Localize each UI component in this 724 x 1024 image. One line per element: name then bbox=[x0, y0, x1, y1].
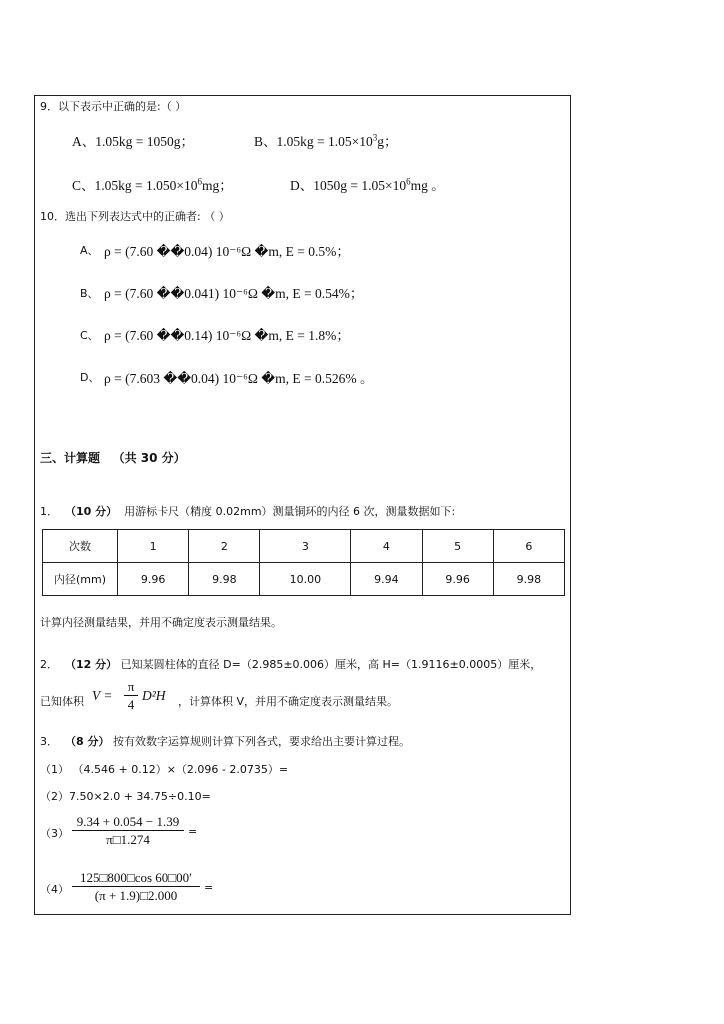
q10-label-c: C、 bbox=[80, 329, 99, 342]
p3-numerator-4: 125□800□cos 60□00′ bbox=[80, 870, 192, 885]
p3-fraction-3 bbox=[72, 813, 184, 848]
p3-statement: 3． （8 分） 按有效数字运算规则计算下列各式，要求给出主要计算过程。 bbox=[40, 735, 410, 748]
table-cell: 内径(mm) bbox=[43, 563, 118, 596]
q10-option-c: ρ = (7.60 ��0.14) 10⁻⁶Ω �m, E = 1.8%； bbox=[104, 328, 350, 343]
table-cell: 9.96 bbox=[118, 563, 189, 596]
p2-formula-lhs: V = bbox=[92, 688, 113, 703]
q9-stem: 9．以下表示中正确的是:（ ） bbox=[40, 100, 187, 113]
q9-option-c: C、$1.05kg = 1.050\times 10^6mg$； bbox=[72, 176, 233, 193]
p2-formula-denominator: 4 bbox=[124, 695, 138, 713]
table-cell: 9.98 bbox=[189, 563, 260, 596]
table-cell: 9.94 bbox=[351, 563, 422, 596]
table-cell: 1 bbox=[118, 530, 189, 563]
table-cell: 次数 bbox=[43, 530, 118, 563]
p3-label-3: （3） bbox=[40, 827, 69, 840]
p3-expression-1: （1） （4.546 + 0.12）×（2.096 - 2.0735）= bbox=[40, 763, 289, 776]
q10-option-b: ρ = (7.60 ��0.041) 10⁻⁶Ω �m, E = 0.54%； bbox=[104, 286, 364, 301]
section-heading: 三、计算题 （共 30 分） bbox=[40, 451, 186, 465]
measurement-table bbox=[42, 529, 565, 596]
p2-formula-rhs: D²H bbox=[142, 688, 166, 703]
p3-denominator-3: π□1.274 bbox=[72, 830, 184, 848]
table-cell: 6 bbox=[493, 530, 564, 563]
p2-lead: 已知体积 bbox=[40, 695, 84, 708]
p3-label-4: （4） bbox=[40, 883, 69, 896]
table-cell: 5 bbox=[422, 530, 493, 563]
p3-equals-3: = bbox=[188, 825, 198, 838]
p2-formula-fraction bbox=[124, 678, 138, 713]
p1-task: 计算内径测量结果，并用不确定度表示测量结果。 bbox=[40, 616, 282, 629]
table-cell: 10.00 bbox=[260, 563, 351, 596]
q10-option-d: ρ = (7.603 ��0.04) 10⁻⁶Ω �m, E = 0.526% 。 bbox=[104, 371, 374, 386]
p3-denominator-4: (π + 1.9)□2.000 bbox=[72, 886, 200, 904]
table-row bbox=[43, 563, 565, 596]
q9-option-a: A、1.05kg = 1050g； bbox=[72, 134, 194, 149]
q10-label-d: D、 bbox=[80, 371, 100, 384]
q10-option-a: ρ = (7.60 ��0.04) 10⁻⁶Ω �m, E = 0.5%； bbox=[104, 244, 350, 259]
table-cell: 2 bbox=[189, 530, 260, 563]
q10-label-b: B、 bbox=[80, 287, 99, 300]
table-cell: 9.98 bbox=[493, 563, 564, 596]
p3-numerator-3: 9.34 + 0.054 − 1.39 bbox=[76, 814, 180, 829]
p3-equals-4: = bbox=[204, 881, 214, 894]
q10-stem: 10．选出下列表达式中的正确者: （ ） bbox=[40, 210, 230, 223]
p2-formula-numerator: π bbox=[127, 679, 135, 694]
q10-label-a: A、 bbox=[80, 244, 99, 257]
table-cell: 4 bbox=[351, 530, 422, 563]
p2-task: ，计算体积 V，并用不确定度表示测量结果。 bbox=[178, 695, 399, 708]
table-row bbox=[43, 530, 565, 563]
p3-expression-2: （2）7.50×2.0 + 34.75÷0.10= bbox=[40, 790, 211, 803]
p1-statement: 1． （10 分） 用游标卡尺（精度 0.02mm）测量铜环的内径 6 次，测量数据如下: bbox=[40, 505, 456, 518]
table-cell: 9.96 bbox=[422, 563, 493, 596]
table-cell: 3 bbox=[260, 530, 351, 563]
p3-fraction-4 bbox=[72, 869, 200, 904]
q9-option-b: B、$1.05kg = 1.05\times 10^3g$； bbox=[254, 132, 398, 149]
q9-option-d: D、$1050g = 1.05\times 10^6mg$ 。 bbox=[290, 176, 445, 193]
p2-statement: 2． （12 分） 已知某圆柱体的直径 D=（2.985±0.006）厘米，高 H=（1.9116±0.0005）厘米， bbox=[40, 658, 542, 671]
